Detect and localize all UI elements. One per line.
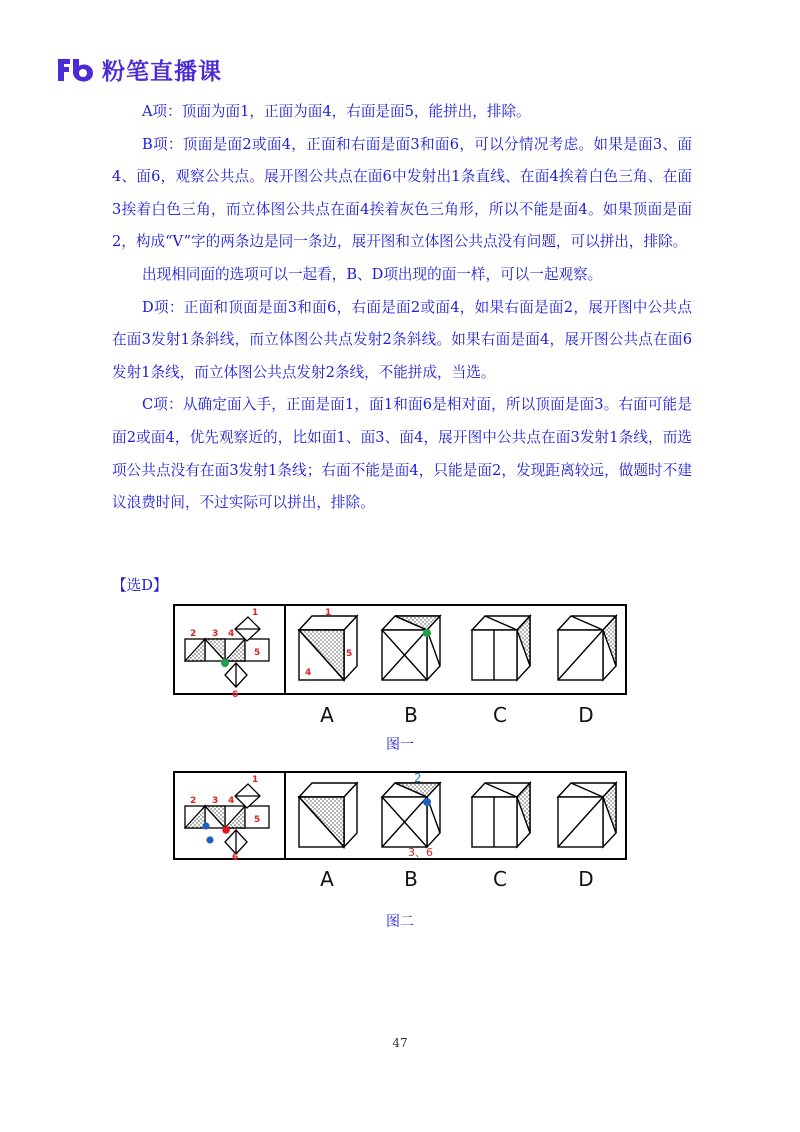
paragraph-option-b: B项：顶面是面2或面4，正面和右面是面3和面6，可以分情况考虑。如果是面3、面4、面6，观察公共点。展开图公共点在面6中发射出1条直线、在面4挨着白色三角、在面3挨着白色三角，而立体图公共点在面4挨着灰色三角形，所以不能是面4。如果顶面是面2，构成“V”字的两条边是同一条边，展开图和立体图公共点没有问题，可以拼出，排除。	[112, 135, 692, 251]
cube-b	[382, 616, 440, 680]
option-letter: C	[493, 867, 507, 890]
cube-a-label: 4	[305, 668, 312, 678]
figure-two-caption: 图二	[386, 914, 414, 930]
net-label: 2	[190, 796, 197, 806]
paragraph-combined-hint: 出现相同面的选项可以一起看，B、D项出现的面一样，可以一起观察。	[142, 265, 603, 283]
net-label: 4	[228, 796, 235, 806]
cube-a-label: 1	[325, 608, 332, 618]
net-label: 6	[232, 853, 239, 863]
net-label: 1	[252, 775, 259, 785]
paragraph-option-d: D项：正面和顶面是面3和面6，右面是面2或面4，如果右面是面2，展开图中公共点在面3发射1条斜线，而立体图公共点发射2条斜线。如果右面是面4，展开图公共点在面6发射1条线，而立体图公共点发射2条线，不能拼成，当选。	[112, 298, 692, 381]
explanation-text	[112, 96, 692, 520]
cube-c	[472, 783, 530, 847]
cube-b-common-point	[423, 629, 431, 637]
net-label: 4	[228, 629, 235, 639]
option-letter: D	[578, 703, 594, 727]
figure-one	[172, 603, 628, 731]
figure-two-drawing	[172, 770, 628, 890]
cube-d	[558, 616, 616, 680]
cube-a	[299, 783, 357, 847]
cube-d	[558, 783, 616, 847]
net-common-point	[221, 659, 229, 667]
net-label: 2	[190, 629, 197, 639]
option-letter: A	[320, 703, 334, 727]
option-letter: C	[493, 703, 507, 727]
figure-two	[172, 770, 628, 890]
net-label: 6	[232, 690, 239, 700]
figure-one-drawing	[172, 603, 628, 731]
fb-logo-icon	[56, 55, 96, 83]
net-label: 1	[252, 608, 259, 618]
net-label: 5	[254, 648, 261, 658]
net-common-point-blue	[206, 836, 213, 843]
paragraph-option-c: C项：从确定面入手，正面是面1，面1和面6是相对面，所以顶面是面3。右面可能是面2或面4，优先观察近的，比如面1、面3、面4，展开图中公共点在面3发射1条线，而选项公共点没有在面3发射1条线；右面不能是面4，只能是面2，发现距离较远，做题时不建议浪费时间，不过实际可以拼出，排除。	[112, 396, 692, 512]
page-number: 47	[392, 1036, 408, 1050]
brand-name: 粉笔直播课	[102, 58, 222, 85]
brand-logo	[56, 54, 222, 84]
figure-one-caption: 图一	[386, 737, 414, 753]
option-letter: B	[404, 867, 418, 890]
net-label: 3	[212, 629, 219, 639]
net-label: 5	[254, 815, 261, 825]
cube-c	[472, 616, 530, 680]
cube-b-common-point	[423, 798, 431, 806]
option-letter: A	[320, 867, 334, 890]
net-label: 3	[212, 796, 219, 806]
net-common-point-red	[222, 826, 230, 834]
paragraph-option-a: A项：顶面为面1，正面为面4，右面是面5，能拼出，排除。	[142, 103, 531, 120]
net-common-point-blue	[202, 822, 209, 829]
answer-label: 【选D】	[112, 577, 168, 594]
option-letter: B	[404, 703, 418, 727]
cube-b-bottom-label: 3、6	[408, 846, 433, 859]
cube-a-label: 5	[346, 649, 353, 659]
cube-b	[382, 783, 440, 847]
cube-b-top-label: 2	[414, 771, 422, 785]
option-letter: D	[578, 867, 594, 890]
